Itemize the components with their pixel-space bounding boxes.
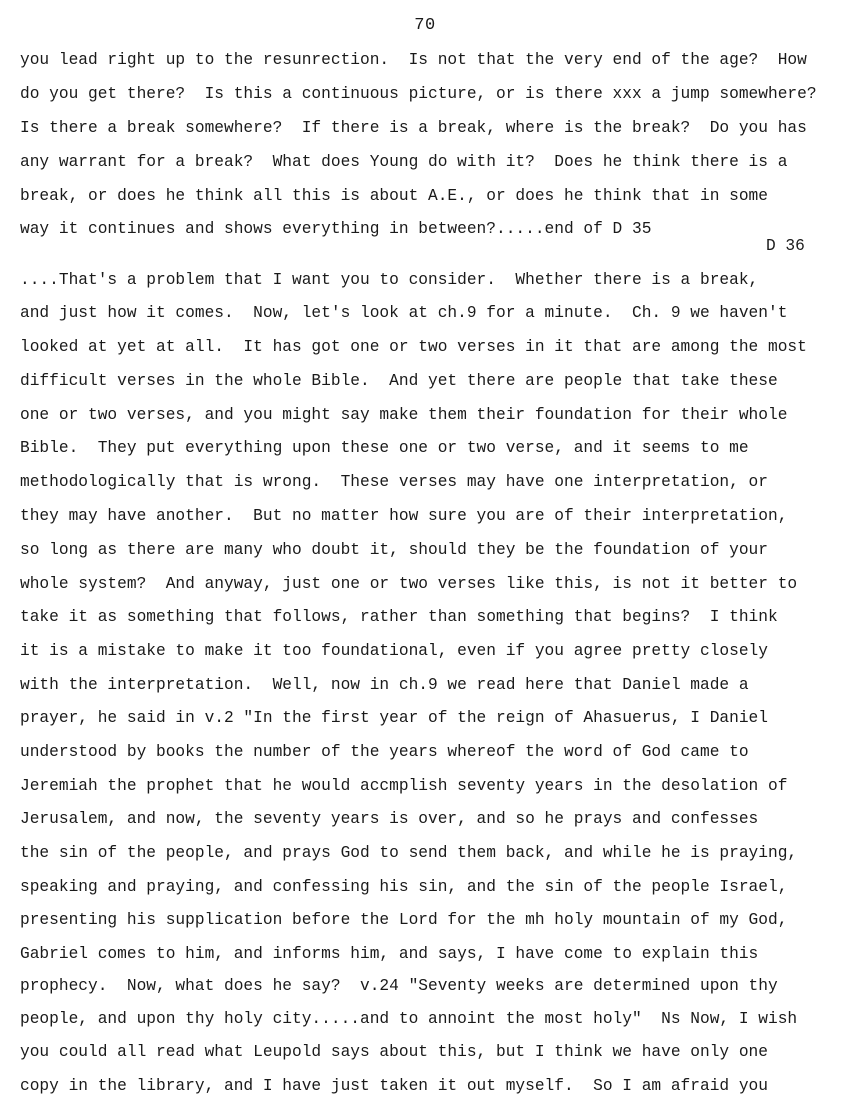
text-line: Bible. They put everything upon these one or two verse, and it seems to me <box>20 439 749 457</box>
text-line: so long as there are many who doubt it, should they be the foundation of your <box>20 541 768 559</box>
text-line: ....That's a problem that I want you to consider. Whether there is a break, <box>20 271 759 289</box>
text-line: with the interpretation. Well, now in ch.9 we read here that Daniel made a <box>20 676 749 694</box>
text-line: people, and upon thy holy city.....and to annoint the most holy" Ns Now, I wish <box>20 1010 798 1028</box>
text-line: way it continues and shows everything in between?.....end of D 35 <box>20 220 652 238</box>
text-line: take it as something that follows, rather than something that begins? I think <box>20 608 778 626</box>
page-number: 70 <box>414 16 436 35</box>
text-line: any warrant for a break? What does Young do with it? Does he think there is a <box>20 153 788 171</box>
text-line: Gabriel comes to him, and informs him, and says, I have come to explain this <box>20 945 759 963</box>
text-line: copy in the library, and I have just taken it out myself. So I am afraid you <box>20 1077 768 1095</box>
text-line: one or two verses, and you might say make them their foundation for their whole <box>20 406 788 424</box>
text-line: they may have another. But no matter how sure you are of their interpretation, <box>20 507 788 525</box>
text-line: prayer, he said in v.2 "In the first year of the reign of Ahasuerus, I Daniel <box>20 709 768 727</box>
text-line: presenting his supplication before the Lord for the mh holy mountain of my God, <box>20 911 788 929</box>
text-line: the sin of the people, and prays God to send them back, and while he is praying, <box>20 844 798 862</box>
text-line: break, or does he think all this is about A.E., or does he think that in some <box>20 187 768 205</box>
text-line: you could all read what Leupold says about this, but I think we have only one <box>20 1043 768 1061</box>
section-label: D 36 <box>766 237 805 255</box>
text-line: methodologically that is wrong. These verses may have one interpretation, or <box>20 473 768 491</box>
text-line: and just how it comes. Now, let's look at ch.9 for a minute. Ch. 9 we haven't <box>20 304 788 322</box>
text-line: looked at yet at all. It has got one or two verses in it that are among the most <box>20 338 807 356</box>
text-line: understood by books the number of the years whereof the word of God came to <box>20 743 749 761</box>
text-line: Is there a break somewhere? If there is a break, where is the break? Do you has <box>20 119 807 137</box>
text-line: Jerusalem, and now, the seventy years is over, and so he prays and confesses <box>20 810 759 828</box>
text-line: difficult verses in the whole Bible. And yet there are people that take these <box>20 372 778 390</box>
text-line: speaking and praying, and confessing his sin, and the sin of the people Israel, <box>20 878 788 896</box>
text-line: Jeremiah the prophet that he would accmplish seventy years in the desolation of <box>20 777 788 795</box>
text-line: whole system? And anyway, just one or two verses like this, is not it better to <box>20 575 798 593</box>
text-line: prophecy. Now, what does he say? v.24 "Seventy weeks are determined upon thy <box>20 977 778 995</box>
text-line: it is a mistake to make it too foundational, even if you agree pretty closely <box>20 642 768 660</box>
text-line: do you get there? Is this a continuous picture, or is there xxx a jump somewhere? <box>20 85 817 103</box>
text-line: you lead right up to the resunrection. Is not that the very end of the age? How <box>20 51 807 69</box>
